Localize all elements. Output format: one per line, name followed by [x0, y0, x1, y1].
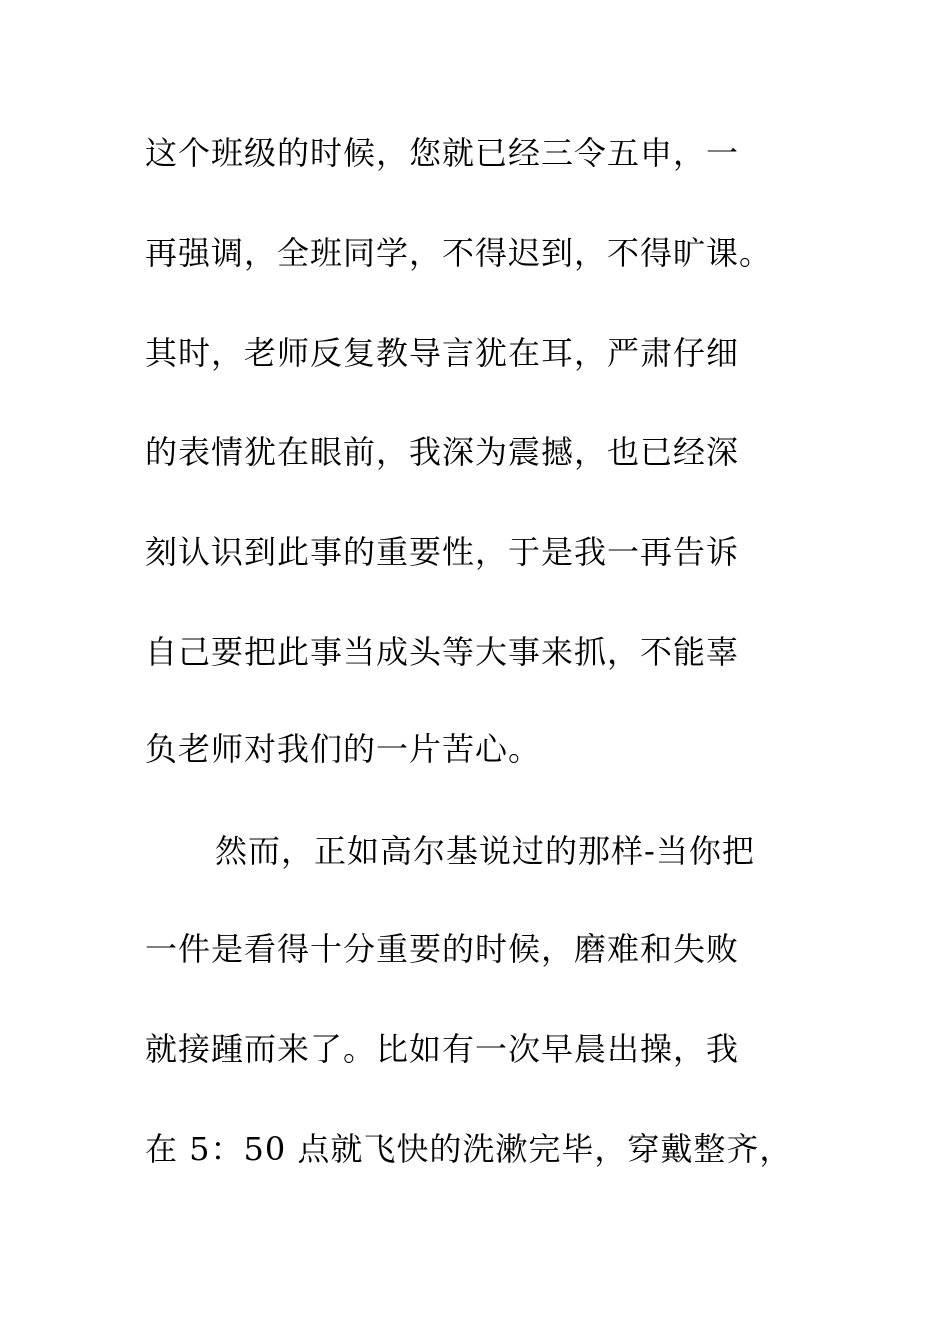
text-line-9: 一件是看得十分重要的时候，磨难和失败 — [145, 930, 740, 968]
text-line-4: 的表情犹在眼前，我深为震撼，也已经深 — [145, 433, 740, 471]
text-line-11: 在 5：50 点就飞快的洗漱完毕，穿戴整齐， — [145, 1130, 793, 1168]
text-line-3: 其时，老师反复教导言犹在耳，严肃仔细 — [145, 334, 740, 372]
text-line-2: 再强调，全班同学，不得迟到，不得旷课。 — [145, 234, 773, 272]
paragraph-start-line: 然而，正如高尔基说过的那样-当你把 — [215, 832, 755, 870]
text-line-1: 这个班级的时候，您就已经三令五申，一 — [145, 134, 740, 172]
text-line-6: 自己要把此事当成头等大事来抓，不能辜 — [145, 633, 740, 671]
text-line-5: 刻认识到此事的重要性，于是我一再告诉 — [145, 533, 740, 571]
text-line-10: 就接踵而来了。比如有一次早晨出操，我 — [145, 1030, 740, 1068]
text-line-7: 负老师对我们的一片苦心。 — [145, 730, 542, 768]
